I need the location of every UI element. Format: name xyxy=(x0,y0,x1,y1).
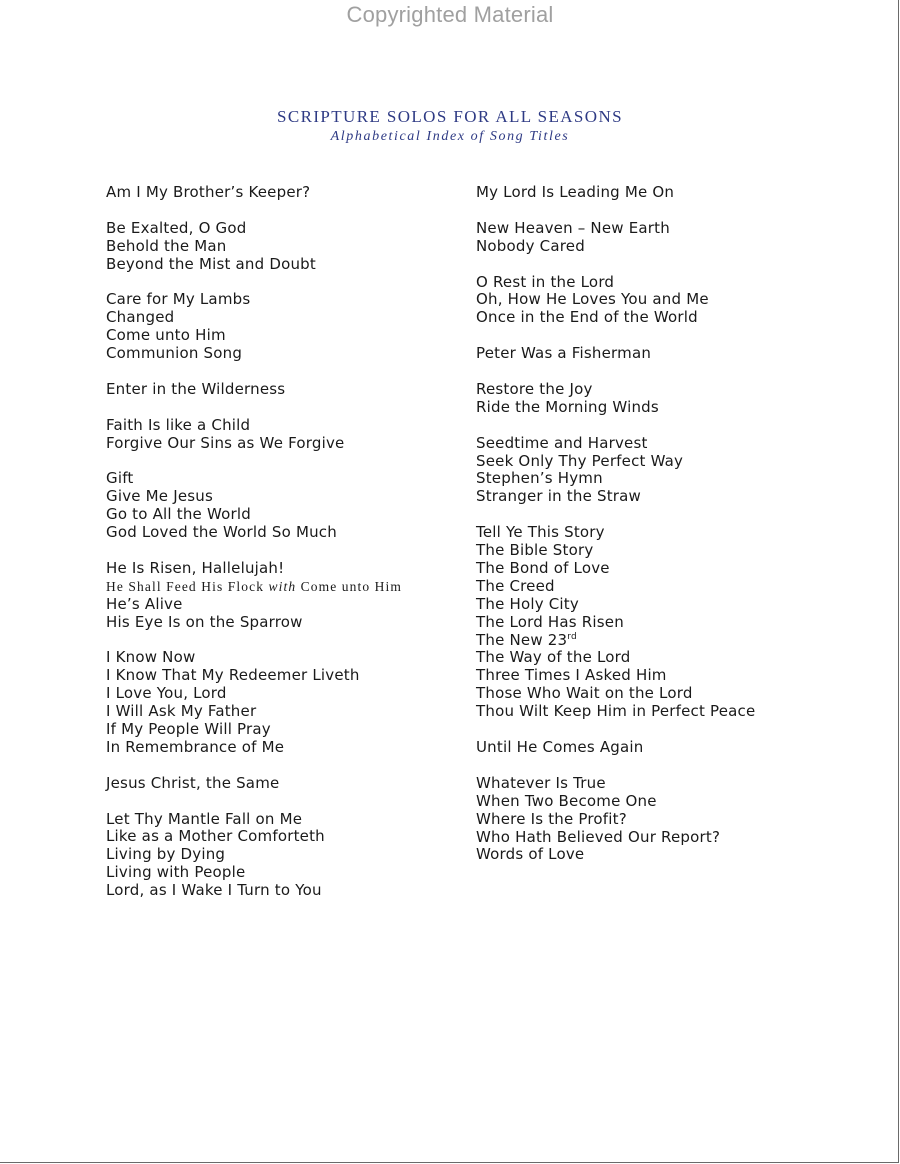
index-group-g xyxy=(106,470,436,542)
song-title: Once in the End of the World xyxy=(476,308,698,327)
song-title: Faith Is like a Child xyxy=(106,415,251,434)
song-index-left-column xyxy=(106,184,436,918)
song-title: Like as a Mother Comforteth xyxy=(106,827,325,846)
song-title: When Two Become One xyxy=(476,791,657,810)
song-title: Living with People xyxy=(106,863,246,882)
song-title: Thou Wilt Keep Him in Perfect Peace xyxy=(476,702,756,721)
index-group-i xyxy=(106,649,436,756)
index-group-a xyxy=(106,184,436,202)
index-group-s xyxy=(476,435,806,507)
song-title: The Creed xyxy=(476,576,555,595)
song-title: Communion Song xyxy=(106,344,243,363)
index-group-f xyxy=(106,417,436,453)
song-title: Go to All the World xyxy=(106,505,251,524)
song-title: Behold the Man xyxy=(106,236,227,255)
song-title-combined xyxy=(106,578,436,596)
song-title: If My People Will Pray xyxy=(106,720,271,739)
song-title: Restore the Joy xyxy=(476,379,593,398)
index-group-p xyxy=(476,345,806,363)
song-title: Forgive Our Sins as We Forgive xyxy=(106,433,345,452)
song-title: O Rest in the Lord xyxy=(476,272,615,291)
index-group-w xyxy=(476,775,806,865)
page-title: SCRIPTURE SOLOS FOR ALL SEASONS xyxy=(276,107,623,126)
song-title: I Know That My Redeemer Liveth xyxy=(106,666,360,685)
song-title: Care for My Lambs xyxy=(106,290,251,309)
song-title: Stephen’s Hymn xyxy=(476,469,603,488)
song-title: Tell Ye This Story xyxy=(476,523,605,542)
song-title: Nobody Cared xyxy=(476,236,585,255)
song-title: He’s Alive xyxy=(106,594,183,613)
song-title: Give Me Jesus xyxy=(106,487,213,506)
song-title: Living by Dying xyxy=(106,845,226,864)
song-title: His Eye Is on the Sparrow xyxy=(106,612,303,631)
index-group-u xyxy=(476,739,806,757)
song-title: Beyond the Mist and Doubt xyxy=(106,254,316,273)
song-title: Come unto Him xyxy=(106,326,226,345)
song-title: Oh, How He Loves You and Me xyxy=(476,290,709,309)
index-group-b xyxy=(106,220,436,274)
index-group-h xyxy=(106,560,436,632)
song-title: Who Hath Believed Our Report? xyxy=(476,827,721,846)
connector-word: with xyxy=(268,578,297,594)
ordinal-suffix: rd xyxy=(567,631,577,642)
song-title: The Bond of Love xyxy=(476,558,610,577)
song-title: God Loved the World So Much xyxy=(106,523,337,542)
song-title: Three Times I Asked Him xyxy=(476,666,667,685)
song-title: The Way of the Lord xyxy=(476,648,631,667)
song-title: The Bible Story xyxy=(476,541,594,560)
song-title-part: The New 23 xyxy=(476,630,568,649)
index-group-e xyxy=(106,381,436,399)
song-title: I Will Ask My Father xyxy=(106,702,257,721)
index-group-l xyxy=(106,811,436,901)
song-title: Ride the Morning Winds xyxy=(476,397,659,416)
song-title: New Heaven – New Earth xyxy=(476,218,670,237)
song-title: Until He Comes Again xyxy=(476,737,644,756)
copyright-watermark: Copyrighted Material xyxy=(346,2,554,27)
song-title: Gift xyxy=(106,469,134,488)
song-title: Am I My Brother’s Keeper? xyxy=(106,183,311,201)
song-title: Where Is the Profit? xyxy=(476,809,627,828)
song-title: Stranger in the Straw xyxy=(476,487,642,506)
song-title-new-23rd xyxy=(476,632,806,650)
song-title-part: He Shall Feed His Flock xyxy=(106,578,265,594)
index-group-j xyxy=(106,775,436,793)
song-title: Enter in the Wilderness xyxy=(106,379,286,398)
song-title: The Lord Has Risen xyxy=(476,612,624,631)
song-index-right-column xyxy=(476,184,806,882)
song-title: Words of Love xyxy=(476,845,585,864)
song-title: Seedtime and Harvest xyxy=(476,433,648,452)
song-title: I Know Now xyxy=(106,648,196,667)
index-group-t xyxy=(476,524,806,721)
index-group-n xyxy=(476,220,806,256)
song-title: My Lord Is Leading Me On xyxy=(476,183,675,201)
song-title: Let Thy Mantle Fall on Me xyxy=(106,809,303,828)
page-subtitle: Alphabetical Index of Song Titles xyxy=(330,129,570,144)
song-title: He Is Risen, Hallelujah! xyxy=(106,558,285,577)
song-title: Lord, as I Wake I Turn to You xyxy=(106,881,322,900)
index-group-o xyxy=(476,274,806,328)
song-title: Be Exalted, O God xyxy=(106,218,247,237)
song-title: Jesus Christ, the Same xyxy=(106,773,280,792)
index-group-r xyxy=(476,381,806,417)
index-group-m xyxy=(476,184,806,202)
index-group-c xyxy=(106,291,436,363)
song-title-part: Come unto Him xyxy=(300,578,402,594)
song-title: Whatever Is True xyxy=(476,773,606,792)
song-title: In Remembrance of Me xyxy=(106,737,285,756)
song-title: Those Who Wait on the Lord xyxy=(476,684,693,703)
song-title: I Love You, Lord xyxy=(106,684,227,703)
song-title: The Holy City xyxy=(476,594,579,613)
song-title: Seek Only Thy Perfect Way xyxy=(476,451,684,470)
song-title: Peter Was a Fisherman xyxy=(476,344,652,363)
song-title: Changed xyxy=(106,308,175,327)
